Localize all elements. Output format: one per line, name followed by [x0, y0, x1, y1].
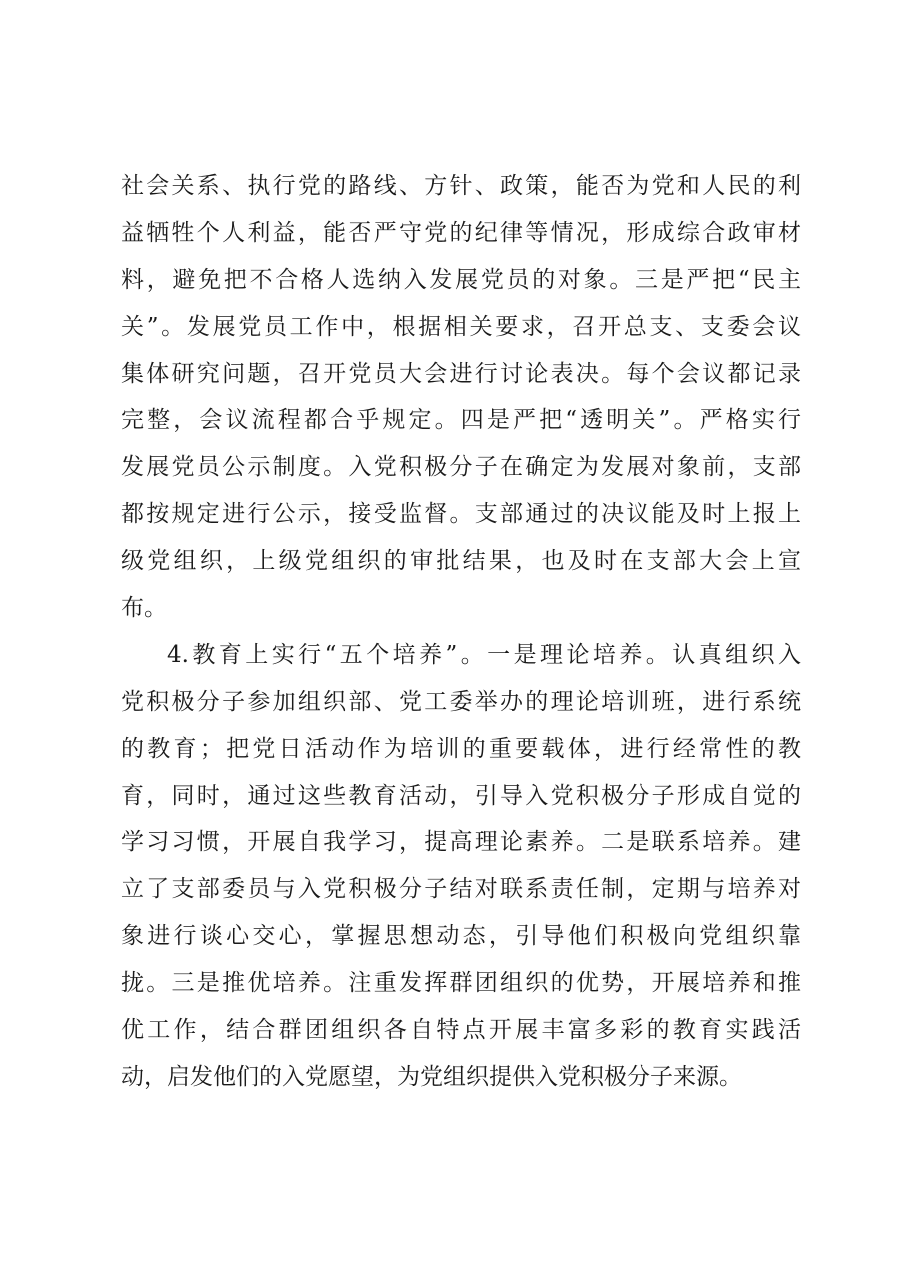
text-line: 益牺牲个人利益，能否严守党的纪律等情况，形成综合政审材 — [121, 219, 801, 246]
text-line: 象进行谈心交心，掌握思想动态，引导他们积极向党组织靠 — [121, 923, 801, 950]
body-text — [121, 163, 801, 1101]
text-line: 社会关系、执行党的路线、方针、政策，能否为党和人民的利 — [121, 173, 801, 199]
text-line: 拢。三是推优培养。注重发挥群团组织的优势，开展培养和推 — [121, 970, 801, 997]
text-line: 料，避免把不合格人选纳入发展党员的对象。三是严把“民主 — [121, 266, 801, 293]
text-line: 优工作，结合群团组织各自特点开展丰富多彩的教育实践活 — [121, 1017, 801, 1044]
text-line: 集体研究问题，召开党员大会进行讨论表决。每个会议都记录 — [121, 360, 801, 387]
text-line: 4.教育上实行“五个培养”。一是理论培养。认真组织入 — [167, 641, 801, 668]
paragraph-1 — [121, 163, 801, 632]
text-line: 完整，会议流程都合乎规定。四是严把“透明关”。严格实行 — [121, 407, 801, 434]
text-line: 立了支部委员与入党积极分子结对联系责任制，定期与培养对 — [121, 876, 801, 903]
text-line: 发展党员公示制度。入党积极分子在确定为发展对象前，支部 — [121, 454, 801, 481]
text-line: 育，同时，通过这些教育活动，引导入党积极分子形成自觉的 — [121, 782, 801, 809]
paragraph-2 — [121, 632, 801, 1101]
text-line: 都按规定进行公示，接受监督。支部通过的决议能及时上报上 — [121, 501, 801, 528]
text-line: 关”。发展党员工作中，根据相关要求，召开总支、支委会议 — [121, 313, 801, 340]
text-line: 布。 — [121, 595, 167, 622]
text-line: 学习习惯，开展自我学习，提高理论素养。二是联系培养。建 — [121, 829, 801, 856]
text-line: 动，启发他们的入党愿望，为党组织提供入党积极分子来源。 — [121, 1063, 742, 1090]
text-line: 党积极分子参加组织部、党工委举办的理论培训班，进行系统 — [121, 688, 801, 715]
text-line: 的教育；把党日活动作为培训的重要载体，进行经常性的教 — [121, 735, 801, 762]
text-line: 级党组织，上级党组织的审批结果，也及时在支部大会上宣 — [121, 548, 801, 575]
